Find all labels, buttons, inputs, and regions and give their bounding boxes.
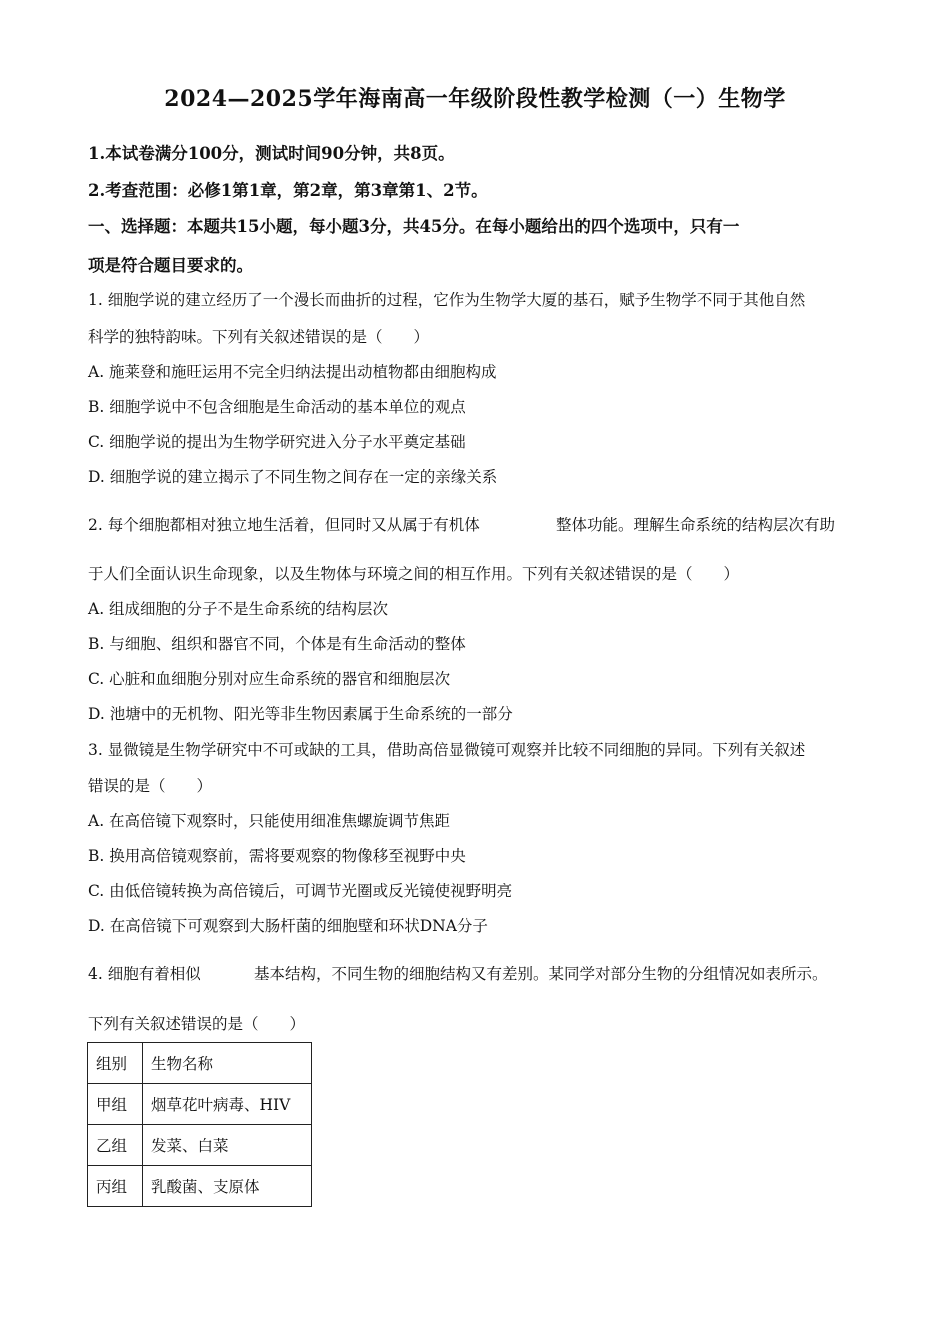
table-row [88, 1166, 312, 1207]
q1-stem-line-2: 科学的独特韵味。下列有关叙述错误的是（ ） [88, 328, 430, 346]
q1-stem-line-1: 1. 细胞学说的建立经历了一个漫长而曲折的过程，它作为生物学大厦的基石，赋予生物学不同于其他自然 [88, 291, 806, 309]
q1-option-d: D. 细胞学说的建立揭示了不同生物之间存在一定的亲缘关系 [88, 468, 498, 486]
q1-option-b: B. 细胞学说中不包含细胞是生命活动的基本单位的观点 [88, 398, 466, 416]
table-cell: 烟草花叶病毒、HIV [143, 1084, 312, 1125]
section-heading-line-1: 一、选择题：本题共15小题，每小题3分，共45分。在每小题给出的四个选项中，只有一 [88, 217, 740, 236]
table-header-cell: 生物名称 [143, 1043, 312, 1084]
table-header-cell: 组别 [88, 1043, 143, 1084]
table-cell: 丙组 [88, 1166, 143, 1207]
q2-option-c: C. 心脏和血细胞分别对应生命系统的器官和细胞层次 [88, 670, 451, 688]
q2-option-b: B. 与细胞、组织和器官不同，个体是有生命活动的整体 [88, 635, 466, 653]
page-title: 2024—2025学年海南高一年级阶段性教学检测（一）生物学 [164, 86, 786, 112]
q4-stem-line-1a: 4. 细胞有着相似 [88, 965, 201, 983]
table-header-row [88, 1043, 312, 1084]
organism-group-table [87, 1042, 312, 1207]
q2-option-d: D. 池塘中的无机物、阳光等非生物因素属于生命系统的一部分 [88, 705, 513, 723]
q3-stem-line-2: 错误的是（ ） [88, 777, 213, 795]
q3-option-a: A. 在高倍镜下观察时，只能使用细准焦螺旋调节焦距 [88, 812, 451, 830]
q2-stem-line-1a: 2. 每个细胞都相对独立地生活着，但同时又从属于有机体 [88, 516, 480, 534]
q4-stem-line-1b: 基本结构，不同生物的细胞结构又有差别。某同学对部分生物的分组情况如表所示。 [254, 965, 828, 983]
table-cell: 甲组 [88, 1084, 143, 1125]
table-row [88, 1084, 312, 1125]
q1-option-c: C. 细胞学说的提出为生物学研究进入分子水平奠定基础 [88, 433, 466, 451]
q3-option-c: C. 由低倍镜转换为高倍镜后，可调节光圈或反光镜使视野明亮 [88, 882, 513, 900]
table-cell: 乙组 [88, 1125, 143, 1166]
q3-stem-line-1: 3. 显微镜是生物学研究中不可或缺的工具，借助高倍显微镜可观察并比较不同细胞的异同。下列有关叙述 [88, 741, 806, 759]
exam-note-1: 1.本试卷满分100分，测试时间90分钟，共8页。 [88, 144, 455, 163]
q2-stem-line-1b: 整体功能。理解生命系统的结构层次有助 [556, 516, 836, 534]
q2-option-a: A. 组成细胞的分子不是生命系统的结构层次 [88, 600, 389, 618]
q1-option-a: A. 施莱登和施旺运用不完全归纳法提出动植物都由细胞构成 [88, 363, 497, 381]
q3-option-d: D. 在高倍镜下可观察到大肠杆菌的细胞壁和环状DNA分子 [88, 917, 488, 935]
q4-stem-line-2: 下列有关叙述错误的是（ ） [88, 1015, 306, 1033]
q3-option-b: B. 换用高倍镜观察前，需将要观察的物像移至视野中央 [88, 847, 466, 865]
table-cell: 乳酸菌、支原体 [143, 1166, 312, 1207]
section-heading-line-2: 项是符合题目要求的。 [88, 256, 253, 275]
table-cell: 发菜、白菜 [143, 1125, 312, 1166]
q2-stem-line-2: 于人们全面认识生命现象，以及生物体与环境之间的相互作用。下列有关叙述错误的是（ ） [88, 565, 740, 583]
table-row [88, 1125, 312, 1166]
exam-note-2: 2.考查范围：必修1第1章，第2章，第3章第1、2节。 [88, 181, 488, 200]
